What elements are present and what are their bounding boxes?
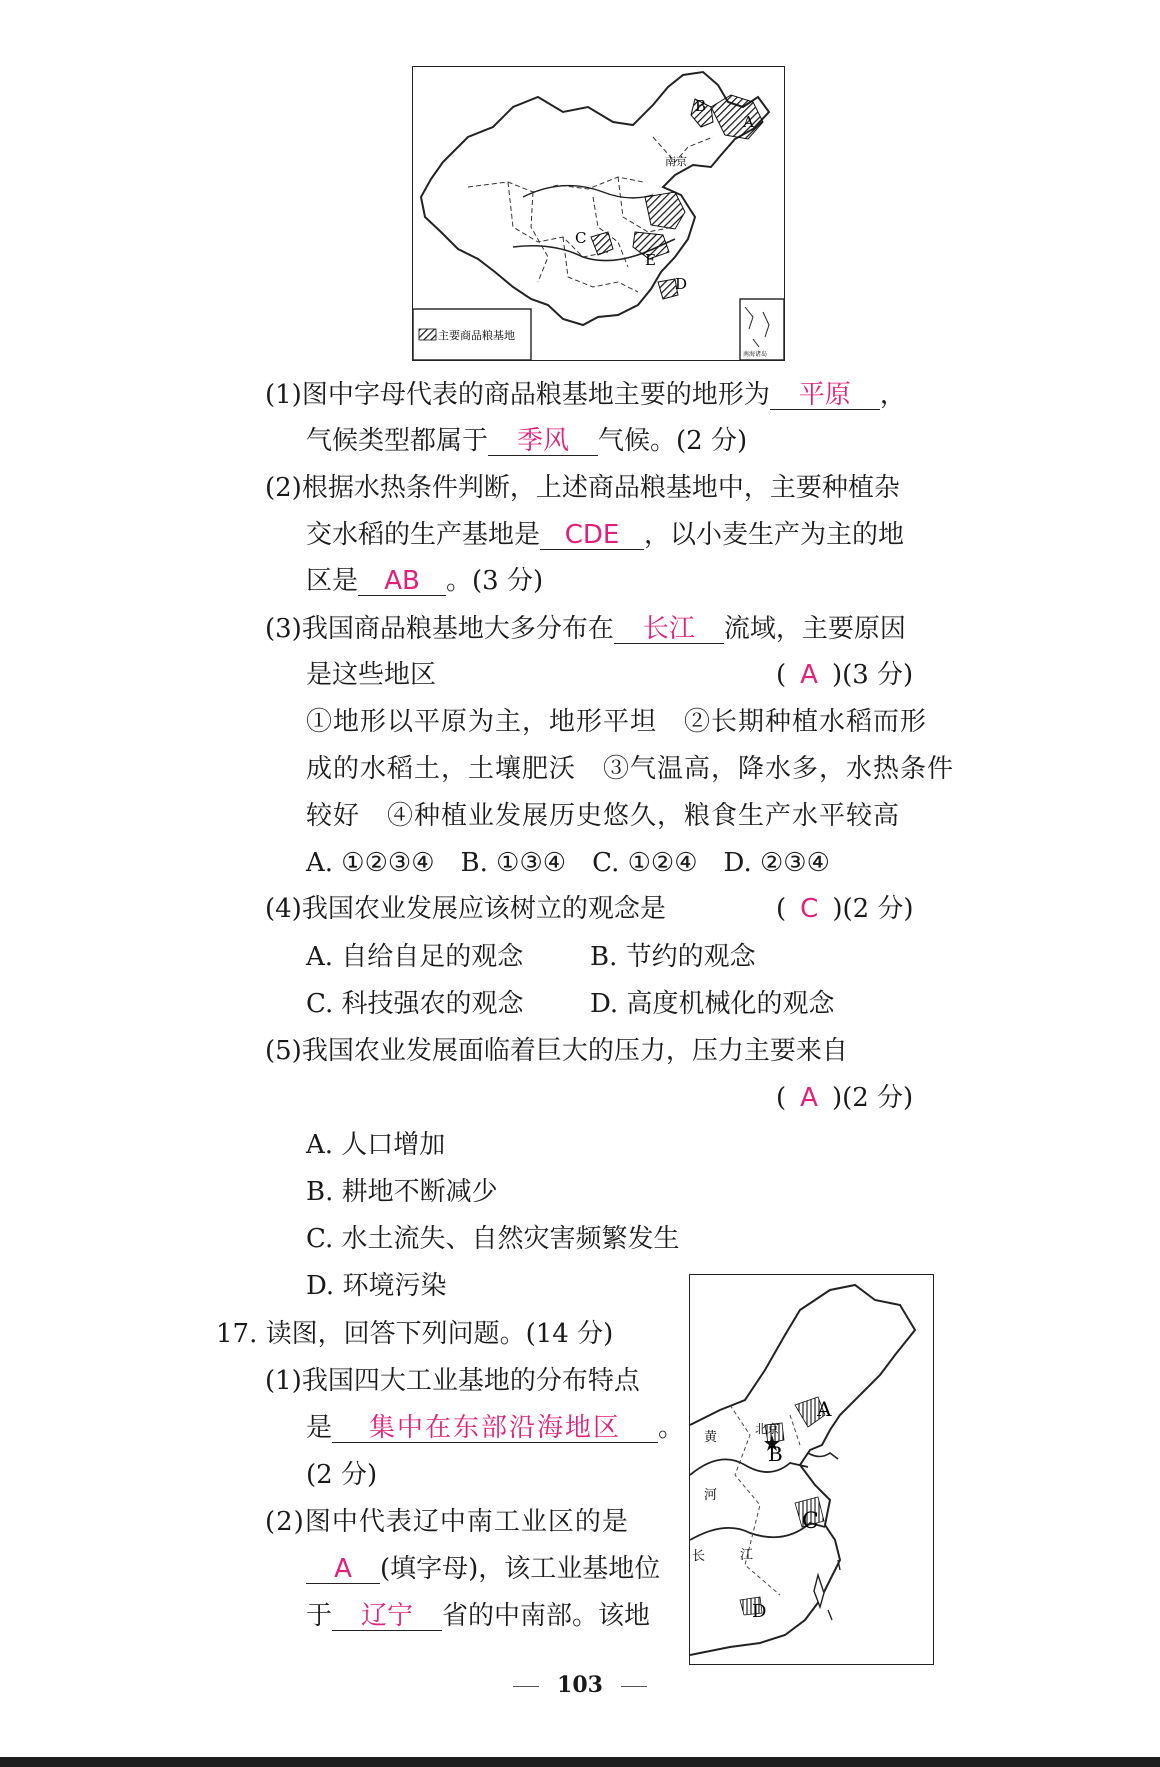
q2-line3-pre: 区是 bbox=[306, 566, 359, 596]
q17-p2-line2 bbox=[306, 1556, 660, 1584]
map2-chang-label: 长 bbox=[692, 1549, 706, 1564]
map2-jiang-label: 江 bbox=[740, 1548, 754, 1563]
map2-label-a: A bbox=[817, 1397, 832, 1421]
q2-line2 bbox=[306, 522, 904, 550]
q5-line1: (5)我国农业发展面临着巨大的压力，压力主要来自 bbox=[265, 1036, 848, 1066]
china-outline-map bbox=[413, 67, 784, 360]
grain-base-map bbox=[412, 66, 785, 361]
q2-line3-post: 。(3 分) bbox=[446, 566, 544, 596]
q17-p2-line3-post: 省的中南部。该地 bbox=[442, 1601, 651, 1631]
q17-p2-line3 bbox=[306, 1603, 650, 1631]
map1-city-label: 南京 bbox=[665, 155, 687, 168]
q17-p1-line1: (1)我国四大工业基地的分布特点 bbox=[265, 1366, 640, 1396]
q2-line2-post: ，以小麦生产为主的地 bbox=[644, 520, 905, 550]
map1-label-d: D bbox=[675, 275, 688, 293]
east-china-map bbox=[690, 1275, 933, 1664]
map2-he-label: 河 bbox=[704, 1488, 718, 1503]
map2-label-b: B bbox=[768, 1442, 783, 1466]
q5-paren-close: )(2 分) bbox=[831, 1083, 914, 1113]
q17-p1-line2-pre: 是 bbox=[306, 1413, 333, 1443]
q5-choice-answer: A bbox=[800, 1083, 818, 1113]
q3-answer-basin: 长江 bbox=[614, 616, 724, 644]
map1-label-a: A bbox=[743, 113, 754, 131]
map1-legend-text: 主要商品粮基地 bbox=[438, 329, 515, 342]
q2-line3 bbox=[306, 568, 543, 596]
q17-p2-line3-pre: 于 bbox=[306, 1601, 333, 1631]
q3-paren-close: )(3 分) bbox=[831, 660, 914, 690]
q3-stmt1: ①地形以平原为主，地形平坦 ②长期种植水稻而形 bbox=[306, 707, 928, 737]
footer-dash-right bbox=[621, 1686, 647, 1687]
q3-line1-pre: (3)我国商品粮基地大多分布在 bbox=[265, 614, 614, 644]
map2-huang-label: 黄 bbox=[704, 1430, 718, 1445]
bottom-bar bbox=[0, 1757, 1160, 1767]
q1-line2-pre: 气候类型都属于 bbox=[306, 426, 489, 456]
q4-paren-open: ( bbox=[776, 894, 787, 924]
q3-choice-answer: A bbox=[800, 660, 818, 690]
map1-inset-label: 南海诸岛 bbox=[743, 351, 768, 358]
q3-options: A. ①②③④ B. ①③④ C. ①②④ D. ②③④ bbox=[306, 848, 830, 878]
q5-option-c: C. 水土流失、自然灾害频繁发生 bbox=[306, 1224, 680, 1254]
q4-choice-answer: C bbox=[800, 894, 819, 924]
map2-label-d: D bbox=[752, 1601, 767, 1622]
q4-option-c: C. 科技强农的观念 bbox=[306, 989, 524, 1019]
q4-line1: (4)我国农业发展应该树立的观念是 bbox=[265, 894, 666, 924]
q1-line2 bbox=[306, 428, 747, 456]
q4-option-b: B. 节约的观念 bbox=[590, 942, 756, 972]
page-footer bbox=[0, 1672, 1160, 1698]
q17-p1-line2 bbox=[306, 1415, 684, 1443]
q1-line1-post: ， bbox=[879, 380, 906, 410]
q2-answer-wheat: AB bbox=[358, 568, 446, 596]
q5-choice bbox=[776, 1085, 913, 1111]
q2-answer-rice: CDE bbox=[540, 522, 644, 550]
page-number: 103 bbox=[557, 1672, 603, 1698]
q1-line2-post: 气候。(2 分) bbox=[598, 426, 748, 456]
q1-line1-pre: (1)图中字母代表的商品粮基地主要的地形为 bbox=[265, 380, 770, 410]
q3-stmt3: 较好 ④种植业发展历史悠久，粮食生产水平较高 bbox=[306, 801, 901, 831]
q4-option-d: D. 高度机械化的观念 bbox=[590, 989, 835, 1019]
q17-p2-line1: (2)图中代表辽中南工业区的是 bbox=[265, 1507, 629, 1537]
q4-choice bbox=[776, 896, 914, 922]
q3-line1 bbox=[265, 616, 906, 644]
footer-dash-left bbox=[513, 1686, 539, 1687]
q4-paren-close: )(2 分) bbox=[832, 894, 914, 924]
q17-p2-line2-post: (填字母)，该工业基地位 bbox=[380, 1554, 661, 1584]
q17-p1-line3: (2 分) bbox=[306, 1460, 378, 1490]
q5-option-a: A. 人口增加 bbox=[306, 1130, 446, 1160]
q3-line1-post: 流域，主要原因 bbox=[723, 614, 906, 644]
q3-paren-open: ( bbox=[776, 660, 787, 690]
q5-paren-open: ( bbox=[776, 1083, 787, 1113]
q2-line1: (2)根据水热条件判断，上述商品粮基地中，主要种植杂 bbox=[265, 473, 900, 503]
q1-answer-climate: 季风 bbox=[488, 428, 598, 456]
q17-p2-answer-province: 辽宁 bbox=[332, 1603, 442, 1631]
q5-option-d: D. 环境污染 bbox=[306, 1271, 447, 1301]
map1-label-b: B bbox=[695, 97, 707, 115]
q3-line2: 是这些地区 bbox=[306, 660, 437, 690]
q17-p1-line2-post: 。 bbox=[658, 1413, 685, 1443]
q3-choice bbox=[776, 662, 913, 688]
industrial-base-map bbox=[689, 1274, 934, 1665]
q2-line2-pre: 交水稻的生产基地是 bbox=[306, 520, 541, 550]
q17-p2-answer-letter: A bbox=[306, 1556, 380, 1584]
q17-title: 17. 读图，回答下列问题。(14 分) bbox=[216, 1319, 614, 1349]
map2-beijing-label: 北京 bbox=[755, 1422, 780, 1436]
map2-label-c: C bbox=[802, 1509, 819, 1534]
q1-answer-terrain: 平原 bbox=[770, 382, 880, 410]
q1-line1 bbox=[265, 382, 906, 410]
q3-stmt2: 成的水稻土，土壤肥沃 ③气温高，降水多，水热条件 bbox=[306, 754, 955, 784]
q4-option-a: A. 自给自足的观念 bbox=[306, 942, 524, 972]
q5-option-b: B. 耕地不断减少 bbox=[306, 1177, 498, 1207]
map1-label-e: E bbox=[645, 251, 656, 269]
q17-p1-answer: 集中在东部沿海地区 bbox=[332, 1415, 658, 1443]
map1-label-c: C bbox=[575, 229, 587, 247]
